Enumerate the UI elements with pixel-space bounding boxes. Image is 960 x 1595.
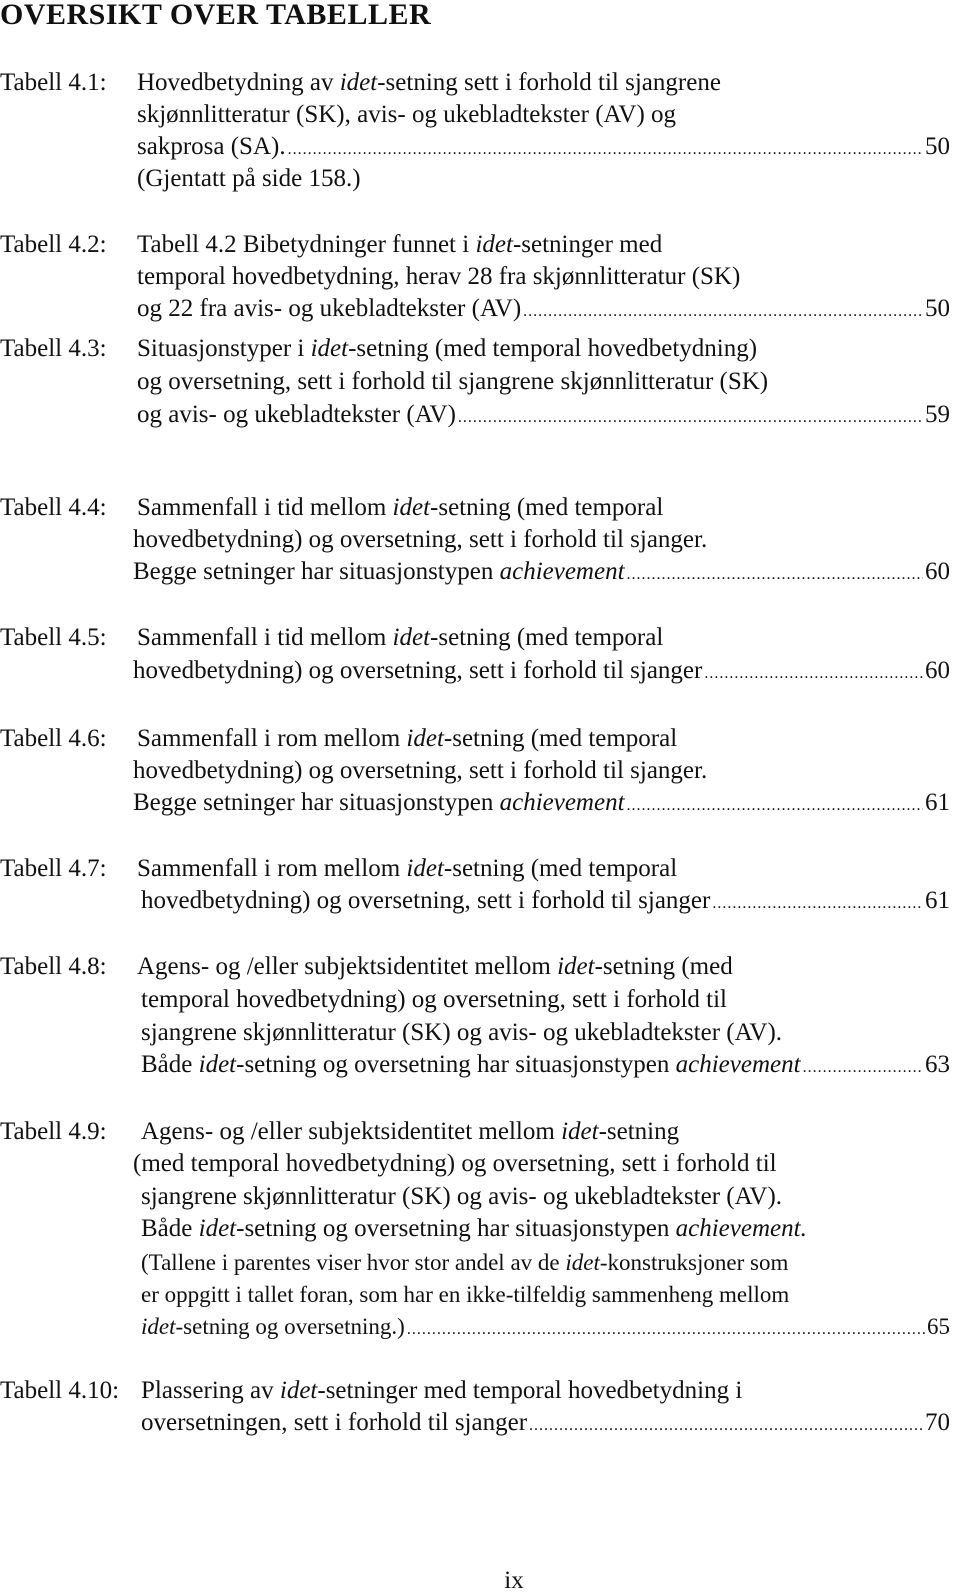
table-title-line (133, 1150, 777, 1178)
table-title-text (141, 887, 710, 915)
page-reference: 60 (925, 657, 950, 684)
text-run: oversetningen, sett i forhold til sjanger (141, 1409, 528, 1436)
table-title-text (137, 335, 757, 362)
table-label: Tabell 4.8: (0, 953, 107, 980)
table-title-text (137, 624, 663, 651)
dot-leader (458, 409, 923, 427)
table-title-text (141, 1051, 801, 1079)
table-title-line (141, 1250, 788, 1276)
table-title-text (137, 69, 721, 96)
italic-term: achievement. (675, 1215, 807, 1242)
table-title-line (137, 231, 662, 259)
table-title-text (137, 231, 662, 258)
table-title-text (137, 263, 740, 290)
text-run: er oppgitt i tallet foran, som har en ikke-tilfeldig sammenheng mellom (141, 1282, 790, 1307)
text-run: (med temporal hovedbetydning) og oversetning, sett i forhold til (133, 1150, 777, 1177)
text-run: -setning (med (594, 953, 733, 980)
table-title-text (141, 1282, 789, 1307)
text-run: sjangrene skjønnlitteratur (SK) og avis- og ukebladtekster (AV). (141, 1183, 783, 1210)
text-run: og 22 fra avis- og ukebladtekster (AV) (137, 295, 522, 322)
table-label: Tabell 4.3: (0, 335, 107, 362)
table-title-line (141, 1051, 950, 1079)
table-title-text (137, 295, 521, 323)
text-run: hovedbetydning) og oversetning, sett i forhold til sjanger. (133, 526, 708, 553)
dot-leader (627, 566, 923, 584)
table-title-line (133, 757, 707, 785)
table-label: Tabell 4.7: (0, 855, 107, 882)
page-reference: 50 (925, 295, 950, 322)
dot-leader (288, 141, 923, 159)
table-label: Tabell 4.6: (0, 725, 107, 752)
page-number: ix (504, 1567, 524, 1594)
text-run: -setninger med (512, 231, 663, 258)
italic-term: idet (392, 624, 431, 651)
text-run: Begge setninger har situasjonstypen (133, 789, 500, 816)
text-run: -setning (med temporal hovedbetydning) (348, 335, 758, 362)
table-title-line (141, 1314, 950, 1340)
italic-term: idet (310, 335, 349, 362)
page-reference: 61 (925, 887, 950, 914)
table-label: Tabell 4.1: (0, 69, 107, 96)
text-run: Agens- og /eller subjektsidentitet mellom (141, 1118, 562, 1145)
italic-term: idet (561, 1118, 599, 1145)
table-title-text (137, 725, 677, 752)
italic-term: idet (475, 231, 513, 258)
text-run: Sammenfall i tid mellom (137, 494, 393, 521)
text-run: Sammenfall i tid mellom (137, 624, 393, 651)
table-title-text (137, 953, 733, 980)
table-title-text (133, 1150, 777, 1177)
text-run: -setning (med temporal (430, 494, 664, 521)
text-run: (Gjentatt på side 158.) (137, 165, 361, 192)
table-title-line (137, 295, 950, 323)
table-title-line (141, 887, 950, 915)
italic-term: idet (141, 1314, 176, 1339)
text-run: hovedbetydning) og oversetning, sett i forhold til sjanger. (133, 757, 708, 784)
text-run: Agens- og /eller subjektsidentitet mellom (137, 953, 558, 980)
text-run: -setning (598, 1118, 680, 1145)
text-run: Begge setninger har situasjonstypen (133, 558, 500, 585)
italic-term: idet (198, 1051, 237, 1078)
table-title-line (137, 855, 677, 883)
text-run: Sammenfall i rom mellom (137, 725, 407, 752)
table-title-line (133, 657, 950, 685)
table-title-line (141, 986, 727, 1014)
table-title-text (141, 986, 727, 1013)
table-title-text (137, 368, 768, 395)
table-title-text (141, 1118, 679, 1145)
table-title-text (141, 1215, 807, 1242)
table-title-text (141, 1019, 782, 1046)
table-title-line (141, 1377, 742, 1405)
text-run: Plassering av (141, 1377, 280, 1404)
text-run: -setning (med temporal (443, 725, 678, 752)
table-label: Tabell 4.5: (0, 624, 107, 651)
text-run: -setning (med temporal (430, 624, 664, 651)
dot-leader (407, 1321, 925, 1339)
text-run: sakprosa (SA). (137, 133, 286, 160)
text-run: -setning (med temporal (443, 855, 678, 882)
table-title-line (141, 1183, 782, 1211)
table-title-text (137, 165, 361, 192)
table-title-text (141, 1250, 788, 1275)
table-title-line (133, 789, 950, 817)
table-title-text (133, 657, 702, 685)
table-title-text (141, 1377, 742, 1404)
text-run: Både (141, 1051, 199, 1078)
text-run: Sammenfall i rom mellom (137, 855, 407, 882)
text-run: -setning og oversetning har situasjonstypen (236, 1051, 676, 1078)
italic-term: idet (557, 953, 595, 980)
italic-term: idet (565, 1250, 600, 1275)
table-label: Tabell 4.4: (0, 494, 107, 521)
table-title-line (137, 335, 757, 363)
dot-leader (529, 1417, 923, 1435)
table-title-line (137, 368, 768, 396)
table-title-line (137, 165, 361, 193)
dot-leader (704, 665, 923, 683)
italic-term: idet (198, 1215, 237, 1242)
text-run: hovedbetydning) og oversetning, sett i forhold til sjanger (141, 887, 711, 914)
table-title-line (141, 1282, 789, 1308)
page-reference: 65 (927, 1314, 950, 1339)
table-title-line (133, 526, 707, 554)
table-label: Tabell 4.10: (0, 1377, 120, 1404)
table-title-line (141, 1118, 679, 1146)
text-run: skjønnlitteratur (SK), avis- og ukebladtekster (AV) og (137, 101, 677, 128)
table-title-text (137, 101, 676, 128)
text-run: -konstruksjoner som (599, 1250, 789, 1275)
page-reference: 59 (925, 401, 950, 428)
italic-term: idet (392, 494, 431, 521)
table-title-line (137, 101, 676, 129)
table-title-line (133, 558, 950, 586)
table-title-text (137, 401, 456, 429)
dot-leader (523, 303, 923, 321)
text-run: -setning og oversetning har situasjonstypen (236, 1215, 676, 1242)
table-title-line (137, 494, 663, 522)
text-run: Hovedbetydning av (137, 69, 340, 96)
italic-term: achievement (499, 789, 625, 816)
italic-term: achievement (675, 1051, 801, 1078)
table-title-line (137, 953, 733, 981)
table-title-text (137, 494, 663, 521)
table-title-text (133, 789, 625, 817)
table-title-line (141, 1409, 950, 1437)
table-title-line (137, 624, 663, 652)
table-title-text (133, 558, 625, 586)
table-title-text (133, 526, 707, 553)
table-title-line (137, 133, 950, 161)
italic-term: idet (339, 69, 378, 96)
text-run: temporal hovedbetydning) og oversetning, sett i forhold til (141, 986, 727, 1013)
text-run: hovedbetydning) og oversetning, sett i forhold til sjanger (133, 657, 703, 684)
text-run: Tabell 4.2 Bibetydninger funnet i (137, 231, 476, 258)
text-run: og oversetning, sett i forhold til sjangrene skjønnlitteratur (SK) (137, 368, 769, 395)
table-title-line (141, 1215, 807, 1243)
page-reference: 63 (925, 1051, 950, 1078)
text-run: temporal hovedbetydning, herav 28 fra skjønnlitteratur (SK) (137, 263, 741, 290)
table-title-line (137, 69, 721, 97)
text-run: sjangrene skjønnlitteratur (SK) og avis- og ukebladtekster (AV). (141, 1019, 783, 1046)
page-reference: 60 (925, 558, 950, 585)
table-title-line (137, 401, 950, 429)
dot-leader (712, 895, 923, 913)
table-title-text (137, 855, 677, 882)
table-title-line (137, 263, 740, 291)
italic-term: idet (279, 1377, 318, 1404)
table-title-text (137, 133, 286, 161)
table-title-line (141, 1019, 782, 1047)
text-run: -setning og oversetning.) (175, 1314, 405, 1339)
dot-leader (803, 1059, 923, 1077)
text-run: -setning sett i forhold til sjangrene (377, 69, 721, 96)
dot-leader (627, 797, 923, 815)
italic-term: idet (406, 725, 444, 752)
page-reference: 50 (925, 133, 950, 160)
text-run: (Tallene i parentes viser hvor stor andel av de (141, 1250, 566, 1275)
page-reference: 61 (925, 789, 950, 816)
text-run: -setninger med temporal hovedbetydning i (317, 1377, 743, 1404)
table-title-text (141, 1314, 405, 1340)
table-label: Tabell 4.9: (0, 1118, 107, 1145)
table-label: Tabell 4.2: (0, 231, 107, 258)
text-run: Situasjonstyper i (137, 335, 311, 362)
text-run: Både (141, 1215, 199, 1242)
table-title-line (137, 725, 677, 753)
table-title-text (141, 1183, 782, 1210)
italic-term: idet (406, 855, 444, 882)
italic-term: achievement (499, 558, 625, 585)
table-title-text (133, 757, 707, 784)
page-reference: 70 (925, 1409, 950, 1436)
text-run: og avis- og ukebladtekster (AV) (137, 401, 456, 428)
table-title-text (141, 1409, 527, 1437)
page-title: OVERSIKT OVER TABELLER (0, 0, 432, 31)
